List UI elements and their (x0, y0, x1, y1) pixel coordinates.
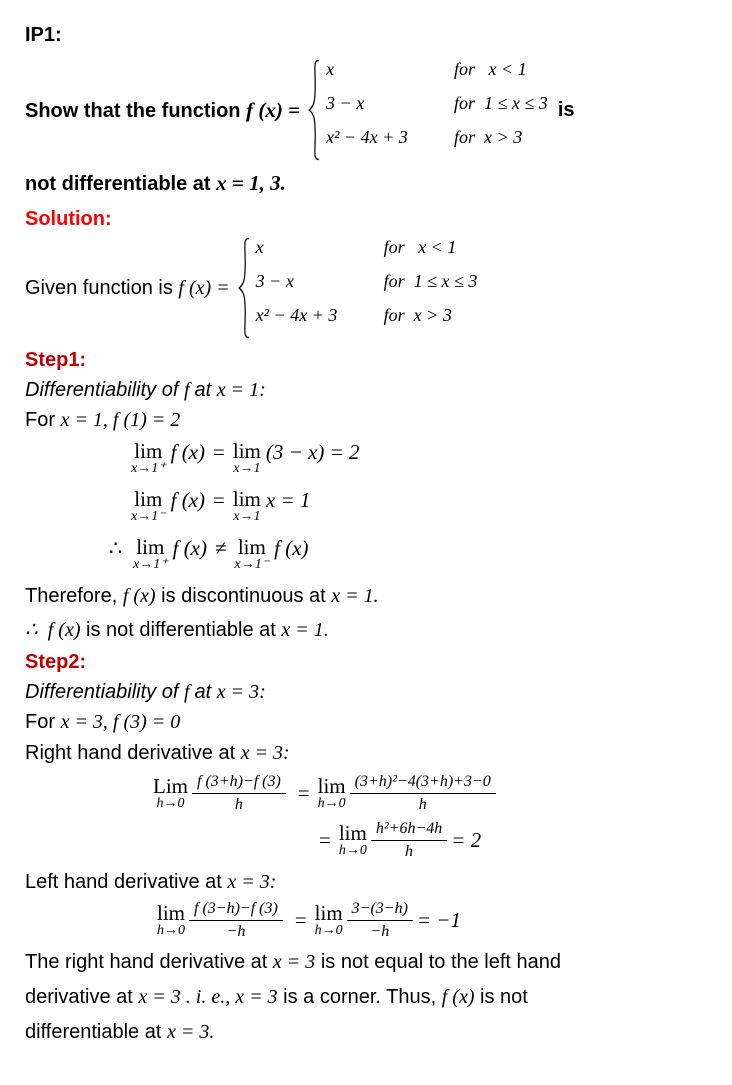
text-segment: is not differentiable at (80, 619, 282, 641)
lim-operator: lim h→0 (314, 901, 343, 939)
case-expression: x (255, 237, 264, 257)
text-segment: x = 3, f (3) = 0 (60, 711, 181, 733)
given-function-line (25, 237, 707, 339)
relation-symbol: = (213, 488, 225, 512)
text-segment: x = 3 (272, 951, 316, 973)
text-segment: is not equal to the left hand (315, 951, 562, 973)
text-segment: f (x) = (246, 97, 301, 122)
case-expression: x² − 4x + 3 (326, 127, 408, 147)
text-segment: f (183, 379, 195, 401)
text-segment: Right hand derivative at (25, 742, 241, 764)
step2-for-line (25, 711, 707, 734)
text-segment: x = 1, 3. (216, 171, 286, 195)
limit-expression: f (x) (170, 440, 206, 464)
text-segment: is discontinuous at (155, 585, 332, 607)
lim-operator: lim x→1 (232, 487, 261, 525)
equation-result: = −1 (416, 908, 462, 932)
fraction: $\frac{f (3+h)-f (3)}{h}$ (192, 773, 286, 814)
equation-result: = 2 (451, 828, 482, 852)
case-row (326, 127, 548, 161)
text-segment: ∴ (25, 619, 48, 641)
piecewise-rows (256, 237, 478, 339)
final-paragraph-line-3 (25, 1019, 707, 1046)
piecewise-function (306, 59, 548, 161)
case-condition: for 1 ≤ x ≤ 3 (383, 271, 478, 291)
lim-operator: lim h→0 (317, 774, 346, 812)
step1-heading: Step1: (25, 349, 87, 371)
text-segment: x = 3: (240, 742, 290, 764)
case-row (256, 237, 478, 271)
lim-operator: lim h→0 (157, 901, 186, 939)
rhd-label (25, 742, 707, 765)
text-segment: derivative at (25, 986, 139, 1008)
rhd-equation-line1 (153, 773, 707, 814)
text-segment: f (183, 681, 195, 703)
limit-expression: (3 − x) = 2 (265, 440, 360, 464)
text-segment: f (x) (441, 986, 475, 1008)
fraction: $\frac{3-(3-h)}{-h}$ (347, 900, 413, 941)
case-row (256, 271, 478, 305)
lim-operator: lim x→1⁻ (131, 487, 166, 525)
step2-heading: Step2: (25, 651, 87, 673)
case-row (326, 59, 548, 93)
text-segment: x = 1. (281, 619, 329, 641)
case-row (256, 305, 478, 339)
step1-conclusion-1 (25, 585, 707, 608)
text-segment: f (x) (47, 619, 81, 641)
case-row (326, 93, 548, 127)
limit-expression: f (x) (274, 536, 309, 560)
problem-statement-line2 (25, 171, 707, 196)
problem-statement-suffix: is (557, 98, 575, 121)
text-segment: Differentiability of (25, 379, 184, 401)
text-segment: f (x) = (178, 276, 230, 299)
final-paragraph-line-1 (25, 949, 707, 976)
relation-symbol: ≠ (215, 536, 227, 560)
text-segment: at (194, 681, 217, 703)
step2-subheading (25, 681, 707, 704)
text-segment: is not (474, 986, 528, 1008)
text-segment: is a corner. Thus, (277, 986, 442, 1008)
problem-statement (25, 59, 707, 161)
final-paragraph-line-2 (25, 984, 707, 1011)
relation-symbol: = (319, 827, 331, 852)
text-segment: x = 3: (216, 681, 266, 703)
text-segment: at (194, 379, 217, 401)
text-segment: Left hand derivative at (25, 871, 228, 893)
case-expression: x² − 4x + 3 (255, 305, 338, 325)
case-condition: for x > 3 (383, 305, 452, 325)
given-function-text (25, 277, 230, 300)
relation-symbol: = (297, 780, 310, 805)
text-segment: Show that the function (25, 99, 247, 122)
problem-statement-text (25, 98, 300, 123)
limit-equation-2 (109, 488, 707, 528)
lhd-equation-line (157, 900, 707, 941)
step1-conclusion-2 (25, 617, 707, 642)
text-segment: x = 3. (166, 1021, 215, 1043)
lim-operator: lim x→1⁻ (234, 535, 270, 573)
case-condition: for 1 ≤ x ≤ 3 (454, 93, 548, 113)
lim-operator: lim x→1⁺ (131, 439, 166, 477)
text-segment: For (25, 711, 61, 733)
problem-id-heading: IP1: (25, 24, 62, 46)
relation-symbol: = (294, 907, 307, 932)
left-brace-icon (236, 237, 252, 339)
therefore-symbol: ∴ (109, 536, 123, 560)
relation-symbol: = (213, 440, 225, 464)
limit-expression: f (x) (170, 488, 206, 512)
text-segment: The right hand derivative at (25, 951, 273, 973)
limit-expression: f (x) (172, 536, 208, 560)
text-segment: x = 3 . i. e., x = 3 (138, 986, 278, 1008)
text-segment: x = 1. (331, 585, 379, 607)
fraction: $\frac{f (3-h)-f (3)}{-h}$ (189, 900, 283, 941)
text-segment: Therefore, (25, 585, 123, 607)
case-condition: for x < 1 (383, 237, 457, 257)
piecewise-function (236, 237, 478, 339)
text-segment: x = 1, f (1) = 2 (60, 409, 181, 431)
text-segment: f (x) (122, 585, 156, 607)
lim-operator: lim x→1⁺ (133, 535, 168, 573)
text-segment: x = 3: (227, 871, 277, 893)
case-condition: for x < 1 (454, 59, 527, 79)
case-expression: x (326, 59, 335, 79)
text-segment: Differentiability of (25, 681, 184, 703)
step1-subheading (25, 379, 707, 402)
text-segment: For (25, 409, 61, 431)
lhd-label (25, 871, 707, 894)
step1-for-line (25, 409, 707, 432)
piecewise-rows (326, 59, 548, 161)
text-segment: not differentiable at (25, 173, 217, 195)
case-expression: 3 − x (255, 271, 294, 291)
lim-operator: lim x→1 (232, 439, 261, 477)
text-segment: x = 1: (216, 379, 266, 401)
text-segment: differentiable at (25, 1021, 167, 1043)
text-segment: Given function is (25, 276, 179, 299)
left-brace-icon (306, 59, 322, 161)
fraction: $\frac{\text{h²+6h−4h}}{h}$ (371, 820, 447, 861)
limit-expression: x = 1 (265, 488, 311, 512)
lim-operator: Lim h→0 (153, 774, 188, 812)
fraction: $\frac{\text{(3+h)²−4(3+h)+3−0}}{h}$ (350, 773, 496, 814)
limit-equation-3 (109, 536, 707, 576)
solution-heading: Solution: (25, 208, 112, 230)
limit-equation-1 (109, 440, 707, 480)
case-expression: 3 − x (326, 93, 365, 113)
lim-operator: lim h→0 (338, 821, 367, 859)
rhd-equation-line2 (311, 820, 707, 861)
case-condition: for x > 3 (454, 127, 523, 147)
